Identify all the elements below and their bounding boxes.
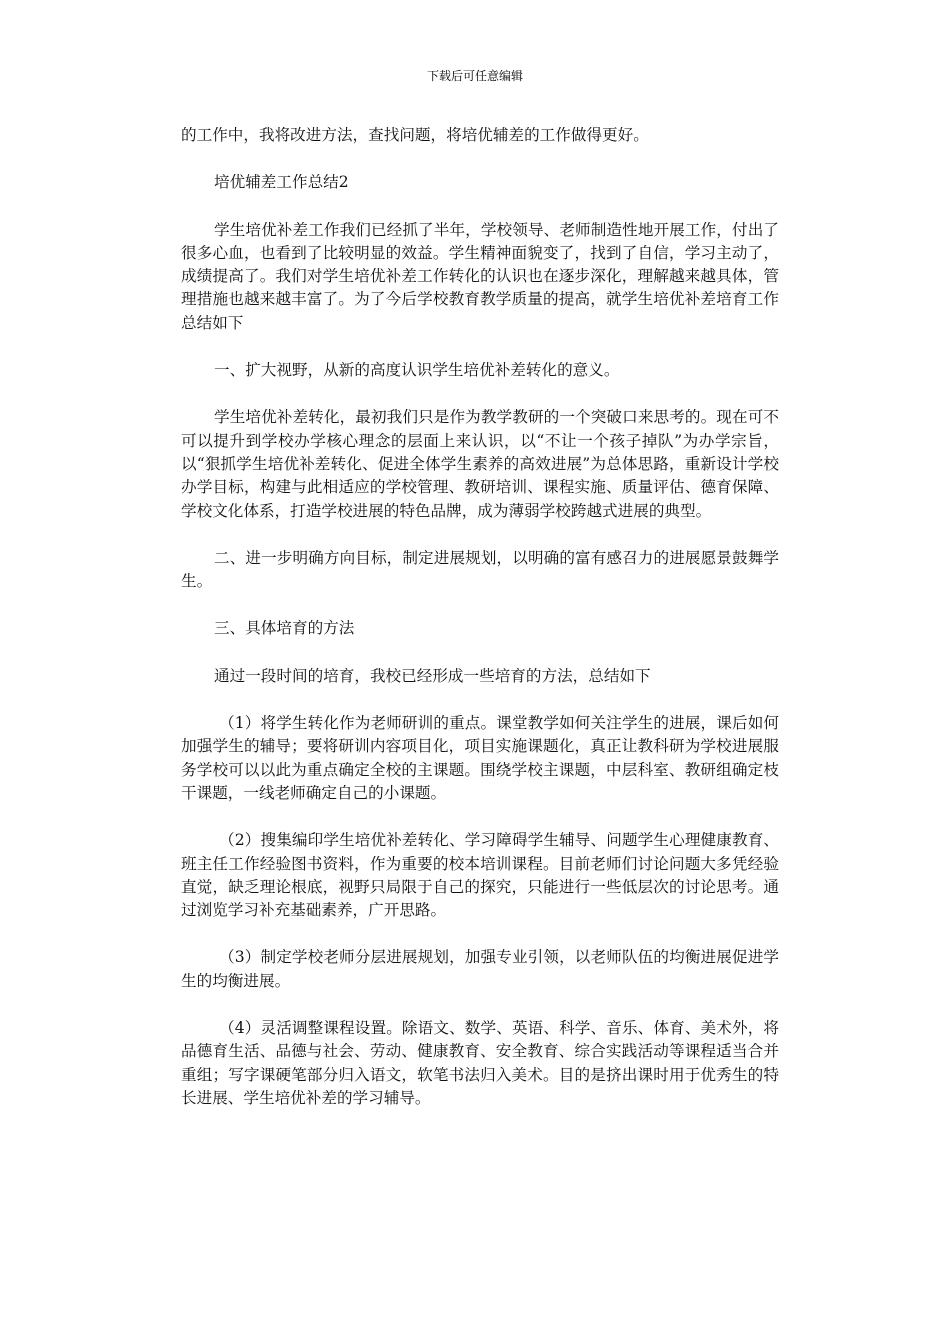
section-title: 培优辅差工作总结2 <box>214 173 349 192</box>
paragraph-continuation: 的工作中，我将改进方法，查找问题，将培优辅差的工作做得更好。 <box>181 126 649 144</box>
method-item-2: （2）搜集编印学生培优补差转化、学习障碍学生辅导、问题学生心理健康教育、班主任工作经验图书资料，作为重要的校本培训课程。目前老师们讨论问题大多凭经验直觉，缺乏理论根底，视野只局限于自己的探究，只能进行一些低层次的讨论思考。通过浏览学习补充基础素养，广开思路。 <box>181 831 779 920</box>
heading-one: 一、扩大视野，从新的高度认识学生培优补差转化的意义。 <box>214 361 620 380</box>
method-item-3: （3）制定学校老师分层进展规划，加强专业引领，以老师队伍的均衡进展促进学生的均衡进展。 <box>181 948 779 990</box>
heading-two: 二、进一步明确方向目标，制定进展规划，以明确的富有感召力的进展愿景鼓舞学生。 <box>181 548 779 591</box>
method-item-1: （1）将学生转化作为老师研训的重点。课堂教学如何关注学生的进展，课后如何加强学生的辅导；要将研训内容项目化，项目实施课题化，真正让教科研为学校进展服务学校可以以此为重点确定全校的主课题。围绕学校主课题，中层科室、教研组确定枝干课题，一线老师确定自己的小课题。 <box>181 714 779 802</box>
method-item-4: （4）灵活调整课程设置。除语文、数学、英语、科学、音乐、体育、美术外，将品德育生活、品德与社会、劳动、健康教育、安全教育、综合实践活动等课程适当合并重组；写字课硬笔部分归入语文，软笔书法归入美术。目的是挤出课时用于优秀生的特长进展、学生培优补差的学习辅导。 <box>181 1019 779 1107</box>
heading-three: 三、具体培育的方法 <box>214 619 355 638</box>
paragraph-intro: 学生培优补差工作我们已经抓了半年，学校领导、老师制造性地开展工作，付出了很多心血，也看到了比较明显的效益。学生精神面貌变了，找到了自信，学习主动了，成绩提高了。我们对学生培优补差工作转化的认识也在逐步深化，理解越来越具体，管理措施也越来越丰富了。为了今后学校教育教学质量的提高，就学生培优补差培育工作总结如下 <box>181 220 779 332</box>
document-body <box>181 124 779 1110</box>
paragraph-one: 学生培优补差转化，最初我们只是作为教学教研的一个突破口来思考的。现在可不可以提升到学校办学核心理念的层面上来认识，以“不让一个孩子掉队”为办学宗旨，以“狠抓学生培优补差转化、促进全体学生素养的高效进展”为总体思路，重新设计学校办学目标，构建与此相适应的学校管理、教研培训、课程实施、质量评估、德育保障、学校文化体系，打造学校进展的特色品牌，成为薄弱学校跨越式进展的典型。 <box>181 408 779 520</box>
download-note: 下载后可任意编辑 <box>426 69 523 83</box>
paragraph-methods-intro: 通过一段时间的培育，我校已经形成一些培育的方法，总结如下 <box>214 666 651 685</box>
